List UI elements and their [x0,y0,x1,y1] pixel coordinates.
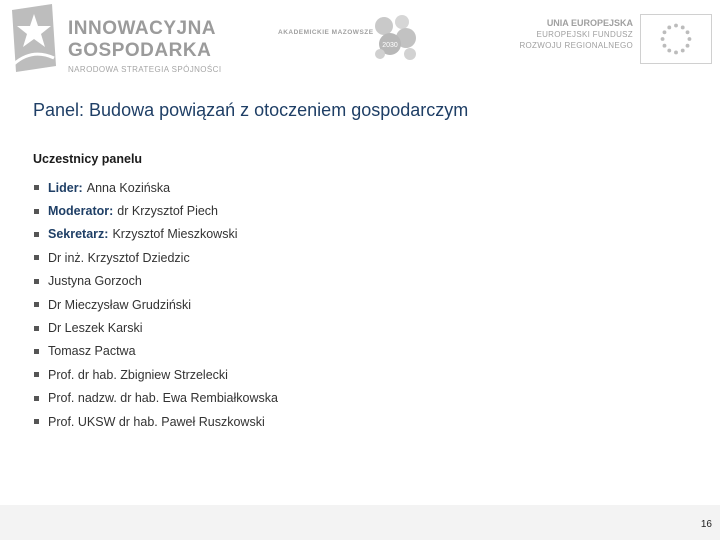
list-item [33,316,278,339]
participant-name: Krzysztof Mieszkowski [112,227,238,242]
square-bullet-icon [34,302,39,307]
unia-europejska-text-block [508,18,633,62]
participant-name: Dr Leszek Karski [48,321,143,336]
list-item [33,270,278,293]
list-item [33,410,278,433]
logo-line-strategia: NARODOWA STRATEGIA SPÓJNOŚCI [68,65,222,74]
square-bullet-icon [34,279,39,284]
participant-name: Tomasz Pactwa [48,344,136,359]
list-item [33,223,278,246]
slide-title: Panel: Budowa powiązań z otoczeniem gospodarczym [33,100,469,120]
participant-role: Moderator: [48,204,114,219]
ue-line-rozwoju: ROZWOJU REGIONALNEGO [519,41,633,50]
akademickie-mazowsze-text: AKADEMICKIE MAZOWSZE [278,29,374,36]
square-bullet-icon [34,255,39,260]
participant-name: Dr inż. Krzysztof Dziedzic [48,250,190,265]
participants-list [33,176,278,433]
square-bullet-icon [34,349,39,354]
participant-name: Justyna Gorzoch [48,274,142,289]
list-item [33,340,278,363]
participant-role: Lider: [48,180,83,195]
ue-line-unia: UNIA EUROPEJSKA [546,18,633,28]
participant-role: Sekretarz: [48,227,109,242]
footer-bar [0,505,720,540]
participant-name: Anna Kozińska [86,180,171,195]
header-logos [0,0,720,80]
list-item [33,199,278,222]
list-item [33,176,278,199]
logo-line-gospodarka: GOSPODARKA [68,40,212,61]
participant-name: Dr Mieczysław Grudziński [48,297,192,312]
akademickie-mazowsze-logo [278,12,418,62]
participant-name: Prof. UKSW dr hab. Paweł Ruszkowski [48,414,265,429]
bubbles-emblem-icon [370,12,420,62]
page-number: 16 [700,519,712,530]
list-item [33,387,278,410]
square-bullet-icon [34,372,39,377]
participant-name: dr Krzysztof Piech [117,204,219,219]
logo-line-innowacyjna: INNOWACYJNA [68,18,217,39]
participant-name: Prof. nadzw. dr hab. Ewa Rembiałkowska [48,391,278,406]
section-subtitle: Uczestnicy panelu [33,152,143,166]
participant-name: Prof. dr hab. Zbigniew Strzelecki [48,367,228,382]
square-bullet-icon [34,419,39,424]
list-item [33,246,278,269]
star-emblem-icon [8,4,60,72]
square-bullet-icon [34,185,39,190]
innowacyjna-gospodarka-logo [8,4,233,72]
list-item [33,363,278,386]
square-bullet-icon [34,232,39,237]
list-item [33,293,278,316]
badge-2030: 2030 [382,42,398,49]
square-bullet-icon [34,209,39,214]
square-bullet-icon [34,326,39,331]
square-bullet-icon [34,396,39,401]
ue-line-fundusz: EUROPEJSKI FUNDUSZ [536,30,633,39]
eu-flag-icon [640,14,712,64]
